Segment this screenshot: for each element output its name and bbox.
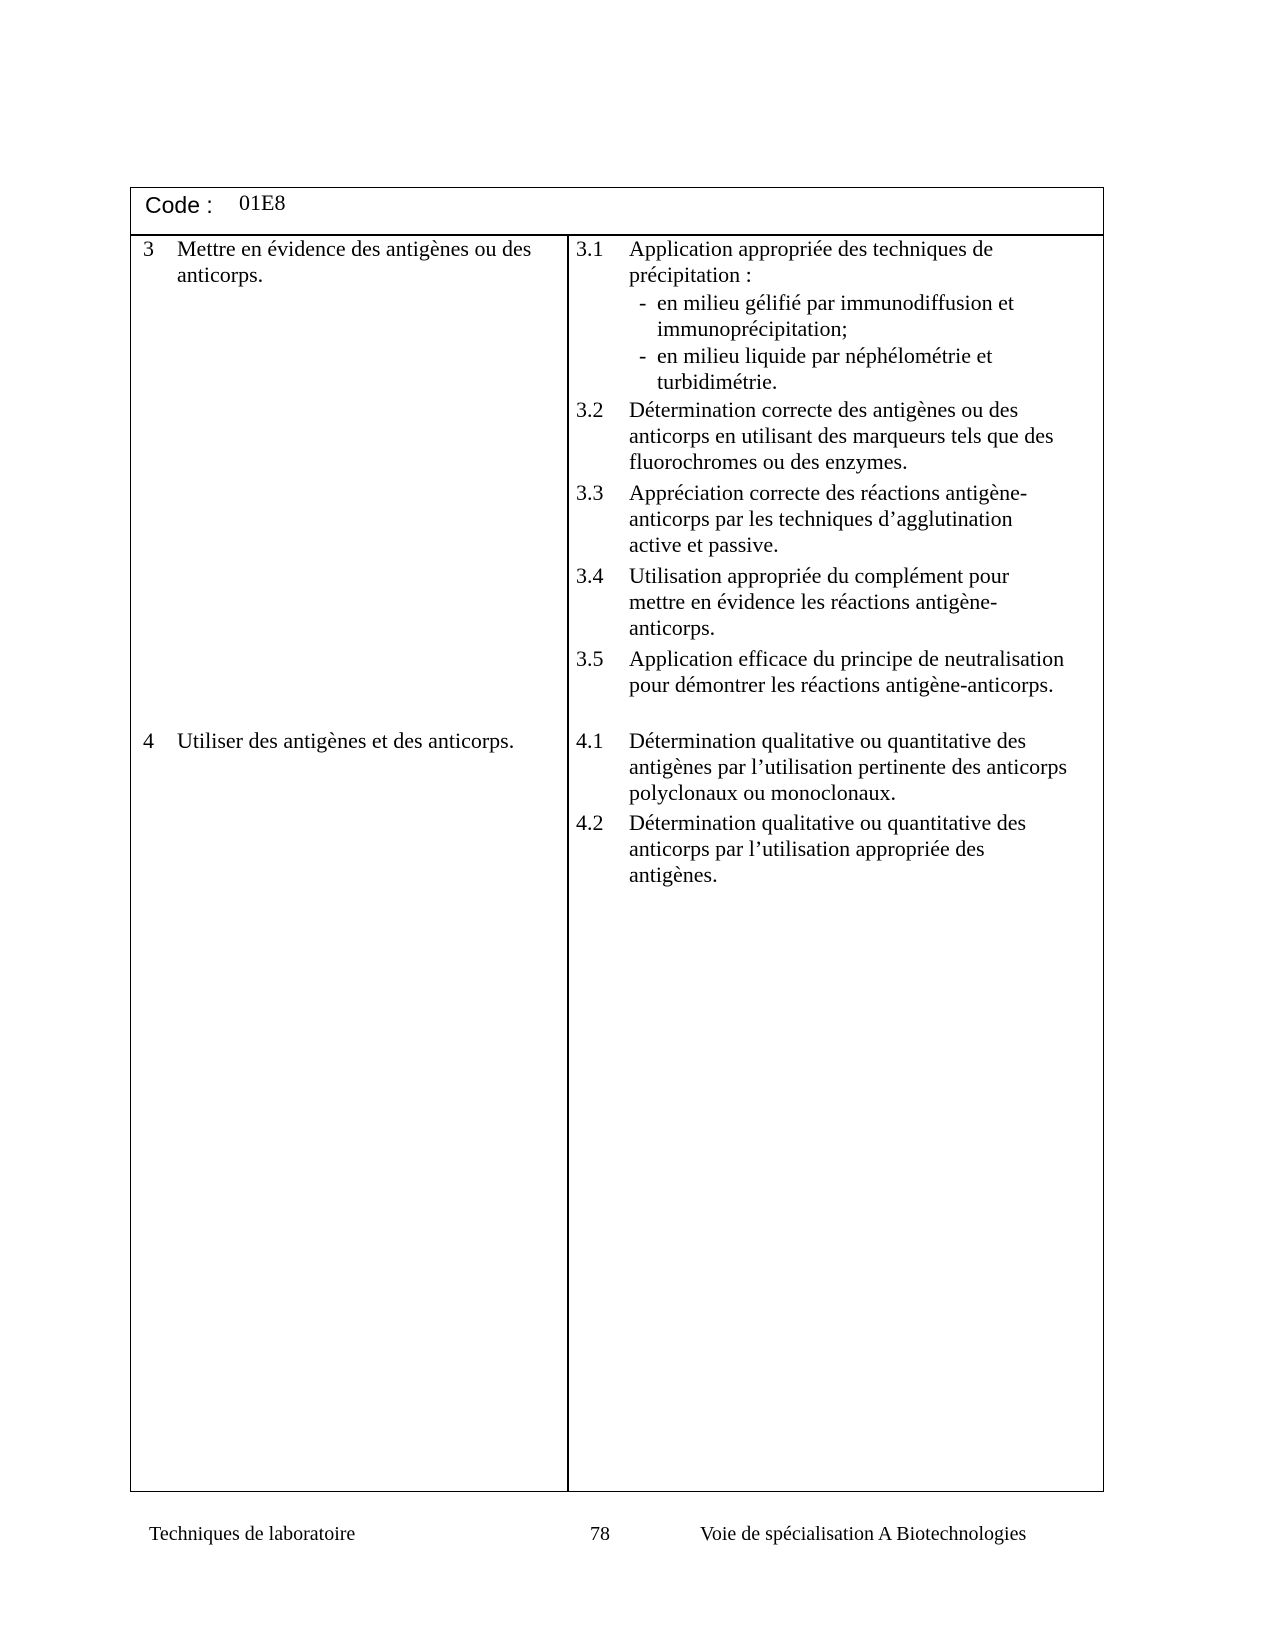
competency-table	[130, 187, 1104, 1492]
element-number: 3	[143, 236, 154, 261]
criterion-number: 3.2	[576, 397, 604, 422]
criterion-number: 3.1	[576, 236, 604, 261]
footer-right: Voie de spécialisation A Biotechnologies	[700, 1523, 1027, 1545]
criterion-subitem: en milieu liquide par néphélométrie et turbidimétrie.	[657, 343, 993, 394]
list-bullet: -	[639, 343, 647, 368]
element-text: Mettre en évidence des antigènes ou des anticorps.	[177, 236, 532, 287]
criterion-subitem: en milieu gélifié par immunodiffusion et immunoprécipitation;	[657, 290, 1015, 341]
criterion-text: Détermination correcte des antigènes ou des anticorps en utilisant des marqueurs tels que des fluorochromes ou des enzymes.	[629, 397, 1054, 474]
code-label: Code :	[145, 192, 213, 218]
footer-left: Techniques de laboratoire	[149, 1523, 356, 1545]
criterion-text: Application appropriée des techniques de précipitation :	[629, 236, 994, 287]
element-number: 4	[143, 728, 154, 753]
criterion-text: Utilisation appropriée du complément pour mettre en évidence les réactions antigène-anticorps.	[629, 563, 1010, 640]
criterion-number: 4.2	[576, 810, 604, 835]
criterion-number: 3.3	[576, 480, 604, 505]
code-row	[131, 188, 1103, 236]
column-divider	[567, 236, 569, 1491]
element-text: Utiliser des antigènes et des anticorps.	[177, 728, 515, 753]
criterion-text: Application efficace du principe de neutralisation pour démontrer les réactions antigène-anticorps.	[629, 646, 1065, 697]
criterion-text: Détermination qualitative ou quantitative des anticorps par l’utilisation appropriée des antigènes.	[629, 810, 1027, 887]
code-value: 01E8	[239, 190, 286, 215]
list-bullet: -	[639, 290, 647, 315]
page-number: 78	[590, 1523, 610, 1545]
criterion-text: Appréciation correcte des réactions antigène-anticorps par les techniques d’agglutination active et passive.	[629, 480, 1028, 557]
criterion-text: Détermination qualitative ou quantitative des antigènes par l’utilisation pertinente des anticorps polyclonaux ou monoclonaux.	[629, 728, 1068, 805]
criterion-number: 3.5	[576, 646, 604, 671]
criterion-number: 4.1	[576, 728, 604, 753]
criterion-number: 3.4	[576, 563, 604, 588]
